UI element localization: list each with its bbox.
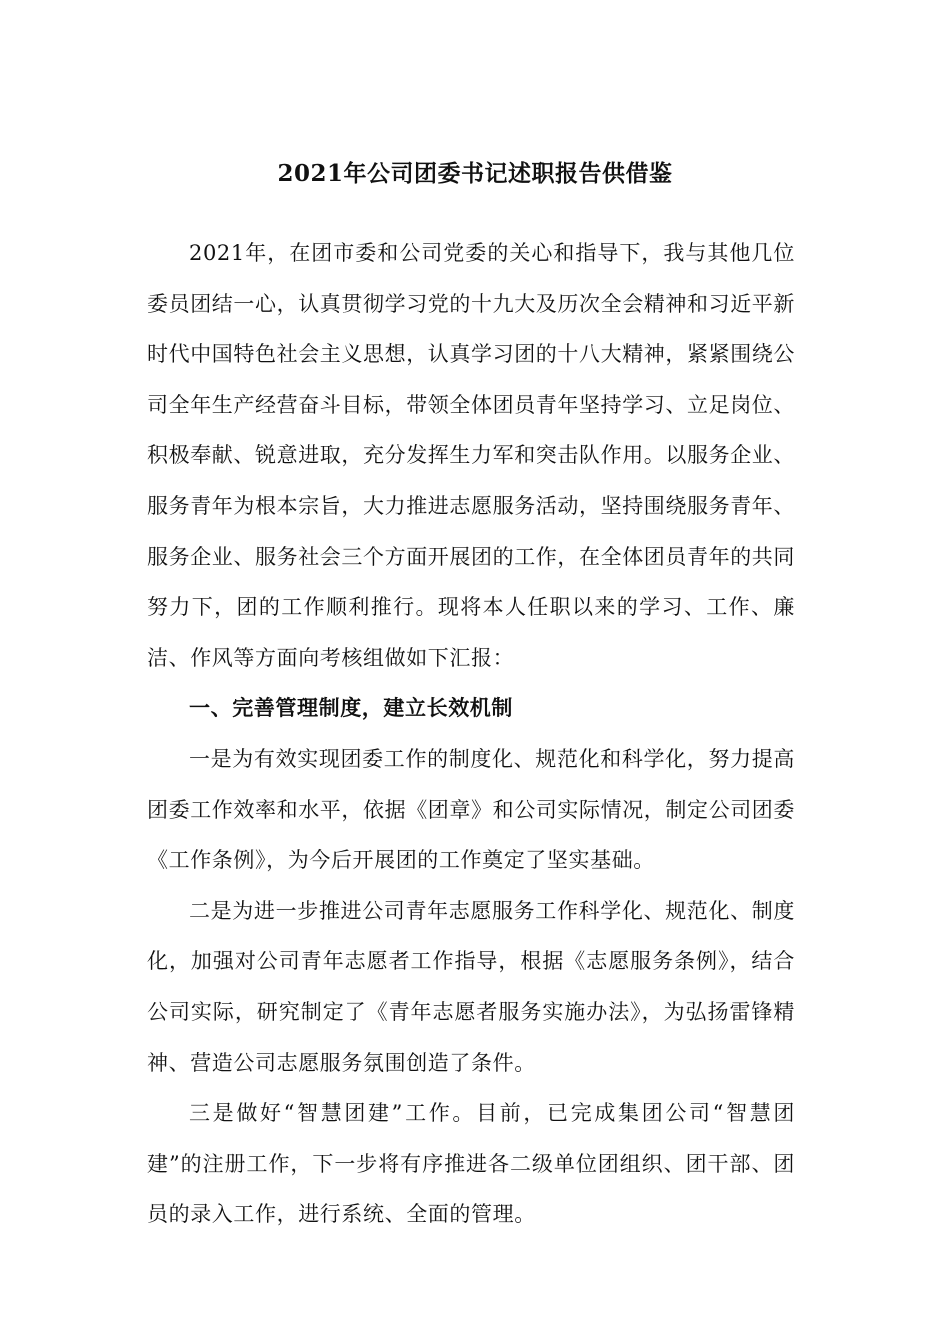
section1-paragraph-2: 二是为进一步推进公司青年志愿服务工作科学化、规范化、制度化，加强对公司青年志愿者工作指导，根据《志愿服务条例》，结合公司实际，研究制定了《青年志愿者服务实施办法》，为弘扬雷锋精神、营造公司志愿服务氛围创造了条件。 (147, 898, 795, 1075)
intro-paragraph: 2021年，在团市委和公司党委的关心和指导下，我与其他几位委员团结一心，认真贯彻学习党的十九大及历次全会精神和习近平新时代中国特色社会主义思想，认真学习团的十八大精神，紧紧围绕公司全年生产经营奋斗目标，带领全体团员青年坚持学习、立足岗位、积极奉献、锐意进取，充分发挥生力军和突击队作用。以服务企业、服务青年为根本宗旨，大力推进志愿服务活动，坚持围绕服务青年、服务企业、服务社会三个方面开展团的工作，在全体团员青年的共同努力下，团的工作顺利推行。现将本人任职以来的学习、工作、廉洁、作风等方面向考核组做如下汇报： (147, 241, 795, 670)
section-heading-1: 一、完善管理制度，建立长效机制 (189, 695, 513, 721)
document-body (147, 228, 795, 1240)
section1-paragraph-1: 一是为有效实现团委工作的制度化、规范化和科学化，努力提高团委工作效率和水平，依据《团章》和公司实际情况，制定公司团委《工作条例》，为今后开展团的工作奠定了坚实基础。 (147, 746, 795, 873)
document-title: 2021年公司团委书记述职报告供借鉴 (277, 160, 673, 187)
section1-paragraph-3: 三是做好“智慧团建”工作。目前，已完成集团公司“智慧团建”的注册工作，下一步将有序推进各二级单位团组织、团干部、团员的录入工作，进行系统、全面的管理。 (147, 1101, 795, 1227)
